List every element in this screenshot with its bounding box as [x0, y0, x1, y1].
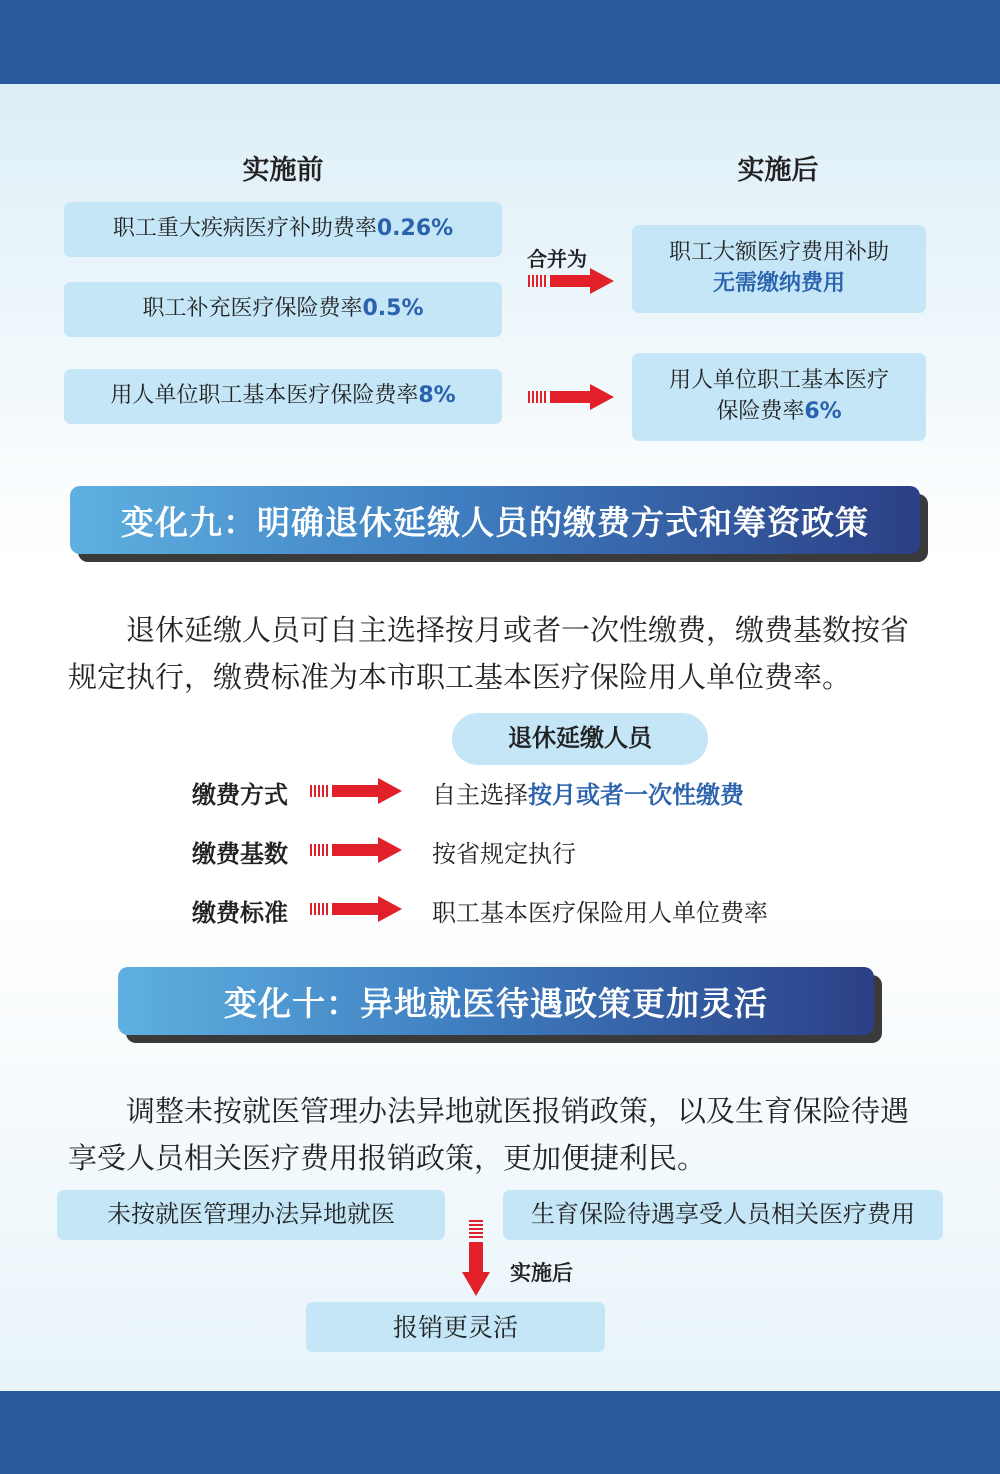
after-title: 实施后 — [737, 155, 819, 186]
row-arrow-icon — [310, 837, 402, 863]
section9-banner: 变化九：明确退休延缴人员的缴费方式和筹资政策 — [70, 486, 920, 554]
row-label-payment-method: 缴费方式 — [192, 781, 288, 809]
merge-label: 合并为 — [527, 247, 587, 271]
section9-paragraph: 退休延缴人员可自主选择按月或者一次性缴费，缴费基数按省规定执行，缴费标准为本市职工基本医疗保险用人单位费率。 — [68, 613, 910, 694]
after-item-large-medical: 职工大额医疗费用补助 无需缴纳费用 — [632, 225, 926, 313]
section10-banner: 变化十：异地就医待遇政策更加灵活 — [118, 967, 874, 1035]
before-title: 实施前 — [242, 155, 324, 186]
row-arrow-icon — [310, 896, 402, 922]
section10-right-box: 生育保险待遇享受人员相关医疗费用 — [503, 1190, 943, 1240]
section10-left-box: 未按就医管理办法异地就医 — [57, 1190, 445, 1240]
row-value-payment-standard: 职工基本医疗保险用人单位费率 — [432, 899, 768, 927]
before-item-critical-illness: 职工重大疾病医疗补助费率0.26% — [64, 202, 502, 257]
after-item-employer-rate: 用人单位职工基本医疗 保险费率6% — [632, 353, 926, 441]
section10-paragraph: 调整未按就医管理办法异地就医报销政策，以及生育保险待遇享受人员相关医疗费用报销政策，更加便捷利民。 — [68, 1094, 910, 1175]
row-value-payment-base: 按省规定执行 — [432, 840, 576, 868]
implementation-after-label: 实施后 — [510, 1261, 573, 1285]
row-label-payment-base: 缴费基数 — [192, 840, 288, 868]
merge-arrow-icon — [528, 268, 614, 294]
before-item-employer-rate: 用人单位职工基本医疗保险费率8% — [64, 369, 502, 424]
rate-arrow-icon — [528, 384, 614, 410]
before-item-supplementary: 职工补充医疗保险费率0.5% — [64, 282, 502, 337]
result-box: 报销更灵活 — [306, 1302, 605, 1352]
bottom-band — [0, 1391, 1000, 1474]
row-value-payment-method: 自主选择按月或者一次性缴费 — [432, 781, 744, 809]
top-band — [0, 0, 1000, 84]
down-arrow-icon — [462, 1220, 490, 1296]
row-arrow-icon — [310, 778, 402, 804]
row-label-payment-standard: 缴费标准 — [192, 899, 288, 927]
section9-header-pill: 退休延缴人员 — [452, 713, 708, 765]
